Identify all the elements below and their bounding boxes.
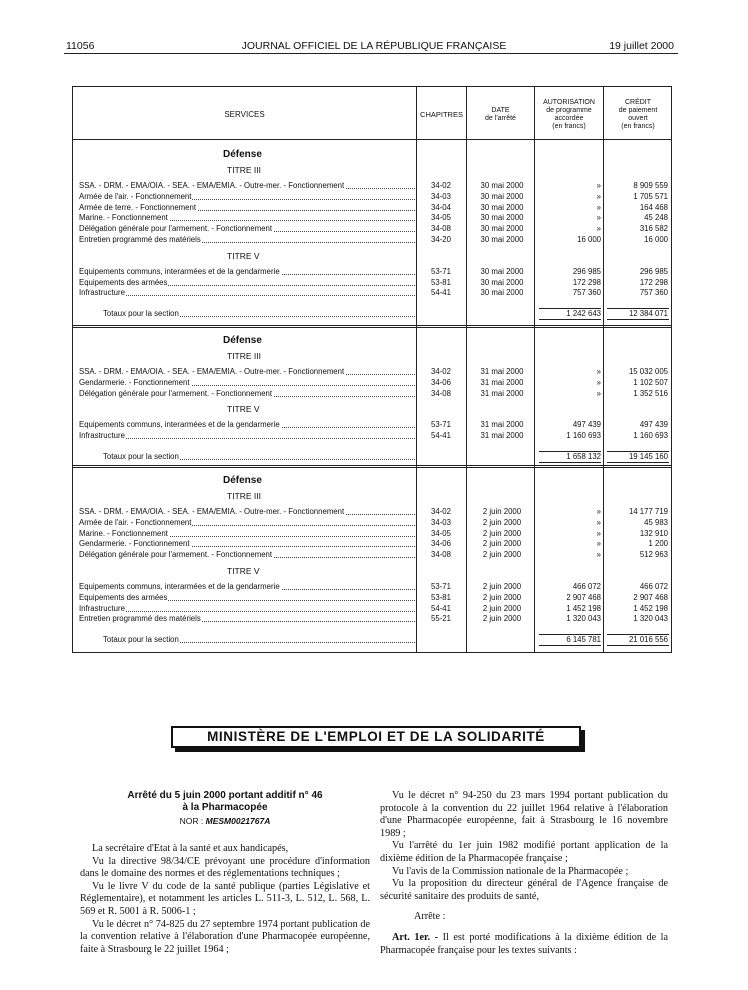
- service-text: Equipements communs, interarmées et de la gendarmerie: [79, 582, 280, 591]
- total-rule: [539, 634, 601, 635]
- autorisation-cell: »: [596, 224, 601, 234]
- col-header-services: SERVICES: [224, 110, 265, 119]
- col-header-autorisation: [535, 93, 603, 137]
- right-text-column: [380, 790, 668, 957]
- date-cell: 31 mai 2000: [480, 388, 524, 398]
- service-text: Equipements communs, interarmées et de la gendarmerie: [79, 266, 280, 276]
- service-cell: [79, 518, 415, 528]
- total-label: Totaux pour la section: [103, 452, 179, 461]
- group-separator: [73, 325, 671, 326]
- chapitre-cell: 34-02: [431, 507, 451, 516]
- paragraph: La secrétaire d'Etat à la santé et aux handicapés,: [92, 843, 289, 854]
- autorisation-cell: »: [596, 528, 601, 538]
- col-header-credit: [604, 93, 672, 137]
- autorisation-cell: »: [596, 539, 601, 549]
- table-row: [73, 278, 673, 288]
- col-header-auth-l3: accordée: [554, 115, 584, 122]
- table-row: [73, 518, 673, 528]
- autorisation-cell: »: [596, 213, 601, 223]
- credit-cell: 1 452 198: [633, 603, 668, 613]
- table-row: [73, 593, 673, 603]
- service-cell: [79, 550, 415, 560]
- date-cell: 30 mai 2000: [480, 288, 524, 298]
- arrete-word: Arrête :: [414, 911, 446, 923]
- credit-cell: 16 000: [644, 235, 668, 244]
- paragraph: Vu le décret n° 94-250 du 23 mars 1994 portant publication du protocole à la convention du 22 juillet 1964 relative à l'élaboration d'une Pharmacopée européenne, fait à Strasbourg le 16 novembre 1989 ;: [380, 790, 668, 839]
- service-cell: [79, 420, 415, 430]
- paragraph: Vu la proposition du directeur général de l'Agence française de sécurité sanitaire des produits de santé,: [380, 878, 668, 902]
- autorisation-cell: »: [596, 191, 601, 201]
- chapitre-cell: 34-08: [431, 388, 451, 398]
- credit-cell: 2 907 468: [633, 592, 668, 602]
- service-cell: [79, 593, 415, 603]
- col-header-auth-l1: AUTORISATION: [543, 99, 595, 106]
- table-row: [73, 203, 673, 213]
- total-rule: [607, 308, 669, 309]
- section-title: Défense: [223, 475, 262, 486]
- service-text: Armée de l'air. - Fonctionnement: [79, 517, 192, 527]
- service-cell: [79, 389, 415, 399]
- header-rule: [64, 53, 678, 54]
- chapitre-cell: 53-71: [431, 266, 451, 276]
- service-text: Entretien programmé des matériels: [79, 235, 201, 244]
- chapitre-cell: 34-06: [431, 539, 451, 549]
- total-credit: 21 016 556: [628, 635, 668, 645]
- service-text: Marine. - Fonctionnement: [79, 528, 168, 538]
- titre-heading: TITRE III: [227, 351, 261, 361]
- chapitre-cell: 34-20: [431, 235, 451, 244]
- service-text: Infrastructure: [79, 288, 125, 298]
- autorisation-cell: »: [596, 202, 601, 212]
- autorisation-cell: 1 320 043: [566, 614, 601, 624]
- col-header-auth-l4: (en francs): [552, 123, 586, 130]
- autorisation-cell: 2 907 468: [566, 592, 601, 602]
- page-number: 11056: [66, 40, 95, 52]
- service-cell: [79, 431, 415, 441]
- table-row: [73, 288, 673, 298]
- credit-cell: 1 200: [648, 539, 668, 549]
- date-cell: 30 mai 2000: [480, 266, 524, 276]
- chapitre-cell: 53-81: [431, 592, 451, 602]
- credit-cell: 45 248: [644, 213, 668, 223]
- date-cell: 2 juin 2000: [482, 603, 522, 613]
- service-text: SSA. - DRM. - EMA/OIA. - SEA. - EMA/EMIA. - Outre-mer. - Fonctionnement: [79, 367, 345, 376]
- chapitre-cell: 34-02: [431, 367, 451, 376]
- total-rule: [539, 451, 601, 452]
- col-header-cred-l4: (en francs): [621, 123, 655, 130]
- date-cell: 2 juin 2000: [482, 592, 522, 602]
- autorisation-cell: »: [596, 507, 601, 516]
- ministry-banner: MINISTÈRE DE L'EMPLOI ET DE LA SOLIDARITÉ: [171, 726, 581, 748]
- credit-cell: 1 160 693: [633, 431, 668, 441]
- total-autorisation: 1 658 132: [566, 452, 601, 461]
- arrete-title-l2: à la Pharmacopée: [182, 802, 268, 813]
- service-text: Infrastructure: [79, 603, 125, 613]
- autorisation-cell: »: [596, 367, 601, 376]
- autorisation-cell: »: [596, 550, 601, 560]
- credit-cell: 14 177 719: [628, 507, 668, 516]
- service-text: SSA. - DRM. - EMA/OIA. - SEA. - EMA/EMIA. - Outre-mer. - Fonctionnement: [79, 181, 345, 190]
- total-rule: [539, 645, 601, 646]
- total-credit: 12 384 071: [628, 309, 668, 319]
- date-cell: 2 juin 2000: [482, 528, 522, 538]
- service-cell: [79, 235, 415, 245]
- table-row: [73, 192, 673, 202]
- date-cell: 31 mai 2000: [480, 420, 524, 430]
- chapitre-cell: 53-81: [431, 277, 451, 287]
- journal-title: JOURNAL OFFICIEL DE LA RÉPUBLIQUE FRANÇAISE: [241, 40, 507, 52]
- credit-cell: 164 468: [639, 202, 668, 212]
- credit-cell: 1 320 043: [633, 614, 668, 624]
- nor-line: [80, 816, 370, 826]
- credit-cell: 757 360: [639, 288, 668, 298]
- table-row: [73, 614, 673, 624]
- chapitre-cell: 54-41: [431, 603, 451, 613]
- total-label-cell: [103, 635, 415, 645]
- chapitre-cell: 34-06: [431, 377, 451, 387]
- titre-heading: TITRE III: [227, 491, 261, 501]
- col-header-date-l2: de l'arrêté: [485, 115, 516, 122]
- service-cell: [79, 278, 415, 288]
- paragraph: Vu la directive 98/34/CE prévoyant une procédure d'information dans le domaine des normes et des réglementations techniques ;: [80, 855, 370, 880]
- date-cell: 30 mai 2000: [480, 181, 524, 190]
- date-cell: 2 juin 2000: [482, 507, 522, 516]
- service-cell: [79, 203, 415, 213]
- credit-cell: 497 439: [639, 420, 668, 430]
- autorisation-cell: 497 439: [572, 420, 601, 430]
- date-cell: 2 juin 2000: [482, 517, 522, 527]
- table-row: [73, 539, 673, 549]
- col-header-cred-l1: CRÉDIT: [624, 99, 652, 106]
- arrete-title-l1: Arrêté du 5 juin 2000 portant additif n° 46: [127, 790, 323, 801]
- service-cell: [79, 529, 415, 539]
- credit-cell: 296 985: [639, 266, 668, 276]
- credit-cell: 466 072: [639, 582, 668, 591]
- total-row: [73, 452, 673, 462]
- autorisation-cell: 466 072: [572, 582, 601, 591]
- nor-label: NOR :: [179, 816, 204, 826]
- total-rule: [607, 319, 669, 320]
- article-1: [380, 932, 668, 957]
- service-text: Armée de terre. - Fonctionnement: [79, 202, 197, 212]
- group-separator: [73, 327, 671, 328]
- autorisation-cell: 757 360: [572, 288, 601, 298]
- table-row: [73, 378, 673, 388]
- table-row: [73, 550, 673, 560]
- chapitre-cell: 34-02: [431, 181, 451, 190]
- service-cell: [79, 192, 415, 202]
- group-separator: [73, 467, 671, 468]
- date-cell: 31 mai 2000: [480, 431, 524, 441]
- service-text: Gendarmerie. - Fonctionnement: [79, 539, 190, 549]
- service-text: Gendarmerie. - Fonctionnement: [79, 377, 190, 387]
- col-header-cred-l2: de paiement: [618, 107, 658, 114]
- total-label: Totaux pour la section: [103, 309, 179, 319]
- date-cell: 30 mai 2000: [480, 213, 524, 223]
- table-row: [73, 507, 673, 517]
- autorisation-cell: 1 160 693: [566, 431, 601, 441]
- credit-cell: 15 032 005: [628, 367, 668, 376]
- date-cell: 30 mai 2000: [480, 224, 524, 234]
- service-text: Infrastructure: [79, 431, 125, 441]
- nor-code: MESM0021767A: [205, 816, 271, 826]
- group-separator: [73, 465, 671, 466]
- total-credit: 19 145 160: [628, 452, 668, 461]
- credit-cell: 45 983: [644, 517, 668, 527]
- chapitre-cell: 34-04: [431, 202, 451, 212]
- credit-cell: 1 102 507: [633, 377, 668, 387]
- credit-cell: 512 963: [639, 550, 668, 560]
- article-1-label: Art. 1er. -: [392, 931, 439, 943]
- total-row: [73, 635, 673, 645]
- autorisation-cell: »: [596, 181, 601, 190]
- chapitre-cell: 53-71: [431, 420, 451, 430]
- chapitre-cell: 34-08: [431, 224, 451, 234]
- service-text: Equipements des armées: [79, 277, 168, 287]
- table-row: [73, 224, 673, 234]
- date-cell: 2 juin 2000: [482, 614, 522, 624]
- service-text: Délégation générale pour l'armement. - Fonctionnement: [79, 388, 273, 398]
- total-row: [73, 309, 673, 319]
- service-text: Marine. - Fonctionnement: [79, 213, 168, 223]
- service-text: Entretien programmé des matériels: [79, 614, 201, 624]
- date-cell: 2 juin 2000: [482, 550, 522, 560]
- col-header-cred-l3: ouvert: [628, 115, 648, 122]
- credit-cell: 316 582: [639, 224, 668, 234]
- date-cell: 30 mai 2000: [480, 191, 524, 201]
- autorisation-cell: 1 452 198: [566, 603, 601, 613]
- service-cell: [79, 604, 415, 614]
- service-cell: [79, 224, 415, 234]
- autorisation-cell: »: [596, 517, 601, 527]
- date-cell: 30 mai 2000: [480, 235, 524, 244]
- autorisation-cell: 296 985: [572, 266, 601, 276]
- paragraph: Vu l'arrêté du 1er juin 1982 modifié portant application de la dixième édition de la Pharmacopée française ;: [380, 840, 668, 864]
- article-1-text: Il est porté modifications à la dixième édition de la Pharmacopée française pour les textes suivants :: [380, 931, 669, 956]
- col-header-date-l1: DATE: [491, 107, 510, 114]
- total-rule: [539, 319, 601, 320]
- service-text: Délégation générale pour l'armement. - Fonctionnement: [79, 224, 273, 234]
- issue-date: 19 juillet 2000: [609, 40, 674, 52]
- table-row: [73, 235, 673, 245]
- chapitre-cell: 54-41: [431, 431, 451, 441]
- table-row: [73, 529, 673, 539]
- paragraph: Vu le décret n° 74-825 du 27 septembre 1974 portant publication de la convention relative à l'élaboration d'une Pharmacopée européenne, faite à Strasbourg le 22 juillet 1964 ;: [80, 918, 370, 955]
- credits-table: [72, 86, 672, 653]
- total-rule: [607, 462, 669, 463]
- chapitre-cell: 54-41: [431, 288, 451, 298]
- table-row: [73, 267, 673, 277]
- total-rule: [539, 462, 601, 463]
- col-header-chapitres: CHAPITRES: [420, 110, 463, 119]
- table-row: [73, 582, 673, 592]
- service-text: Armée de l'air. - Fonctionnement: [79, 191, 192, 201]
- paragraph: Vu le livre V du code de la santé publique (parties Législative et Réglementaire), et notamment les articles L. 511-3, L. 512, L. 568, L. 569 et R. 5001 à R. 5006-1 ;: [80, 880, 370, 917]
- total-rule: [607, 634, 669, 635]
- chapitre-cell: 34-05: [431, 213, 451, 223]
- credit-cell: 1 705 571: [633, 191, 668, 201]
- date-cell: 30 mai 2000: [480, 277, 524, 287]
- total-label-cell: [103, 309, 415, 319]
- service-text: Equipements des armées: [79, 592, 168, 602]
- service-cell: [79, 213, 415, 223]
- col-header-auth-l2: de programme: [546, 107, 592, 114]
- arrete-title: [80, 790, 370, 814]
- autorisation-cell: »: [596, 377, 601, 387]
- total-label: Totaux pour la section: [103, 635, 179, 645]
- service-cell: [79, 367, 415, 377]
- header-separator: [73, 139, 671, 140]
- service-cell: [79, 582, 415, 592]
- table-row: [73, 389, 673, 399]
- autorisation-cell: 16 000: [577, 235, 601, 244]
- date-cell: 31 mai 2000: [480, 367, 524, 376]
- chapitre-cell: 55-21: [431, 614, 451, 624]
- paragraph: Vu l'avis de la Commission nationale de la Pharmacopée ;: [392, 865, 629, 877]
- titre-heading: TITRE V: [227, 250, 260, 261]
- service-cell: [79, 288, 415, 298]
- autorisation-cell: »: [596, 388, 601, 398]
- date-cell: 2 juin 2000: [482, 539, 522, 549]
- chapitre-cell: 53-71: [431, 582, 451, 591]
- service-text: SSA. - DRM. - EMA/OIA. - SEA. - EMA/EMIA. - Outre-mer. - Fonctionnement: [79, 507, 345, 516]
- col-header-date: [467, 93, 534, 137]
- titre-heading: TITRE V: [227, 404, 260, 415]
- table-row: [73, 367, 673, 377]
- credit-cell: 172 298: [639, 277, 668, 287]
- chapitre-cell: 34-08: [431, 550, 451, 560]
- date-cell: 31 mai 2000: [480, 377, 524, 387]
- left-text-column: [80, 843, 370, 956]
- table-row: [73, 604, 673, 614]
- total-label-cell: [103, 452, 415, 462]
- section-title: Défense: [223, 335, 262, 346]
- autorisation-cell: 172 298: [572, 277, 601, 287]
- titre-heading: TITRE V: [227, 566, 260, 576]
- credit-cell: 1 352 516: [633, 388, 668, 398]
- date-cell: 2 juin 2000: [482, 582, 522, 591]
- chapitre-cell: 34-05: [431, 528, 451, 538]
- chapitre-cell: 34-03: [431, 191, 451, 201]
- service-cell: [79, 378, 415, 388]
- section-title: Défense: [223, 149, 262, 160]
- table-row: [73, 431, 673, 441]
- total-autorisation: 1 242 643: [566, 309, 601, 319]
- service-cell: [79, 539, 415, 549]
- total-rule: [539, 308, 601, 309]
- total-rule: [607, 645, 669, 646]
- service-text: Délégation générale pour l'armement. - Fonctionnement: [79, 550, 273, 560]
- service-cell: [79, 267, 415, 277]
- service-cell: [79, 614, 415, 624]
- service-text: Equipements communs, interarmées et de la gendarmerie: [79, 420, 280, 430]
- service-cell: [79, 507, 415, 517]
- date-cell: 30 mai 2000: [480, 202, 524, 212]
- chapitre-cell: 34-03: [431, 517, 451, 527]
- service-cell: [79, 181, 415, 191]
- titre-heading: TITRE III: [227, 165, 261, 175]
- total-autorisation: 6 145 781: [566, 635, 601, 645]
- credit-cell: 8 909 559: [633, 181, 668, 190]
- table-row: [73, 181, 673, 191]
- credit-cell: 132 910: [639, 528, 668, 538]
- table-row: [73, 213, 673, 223]
- total-rule: [607, 451, 669, 452]
- table-row: [73, 420, 673, 430]
